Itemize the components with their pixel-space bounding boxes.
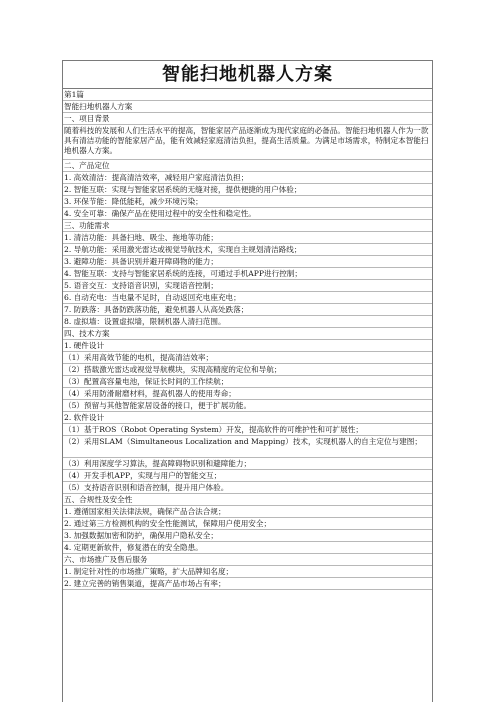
text-line: （1）采用高效节能的电机，提高清洁效率； xyxy=(63,352,432,364)
text-line: 3. 避障功能：具备识别并避开障碍物的能力； xyxy=(63,256,432,268)
text-line: 6. 自动充电：当电量不足时，自动返回充电座充电； xyxy=(63,292,432,304)
text-line: 1. 高效清洁：提高清洁效率，减轻用户家庭清洁负担； xyxy=(63,172,432,184)
text-line: （2）搭载激光雷达或视觉导航模块，实现高精度的定位和导航； xyxy=(63,364,432,376)
text-line: 2. 建立完善的销售渠道，提高产品市场占有率； xyxy=(63,578,432,590)
text-line: 六、市场推广及售后服务 xyxy=(63,554,432,566)
text-line: （4）开发手机APP，实现与用户的智能交互； xyxy=(63,470,432,482)
text-line: 4. 安全可靠：确保产品在使用过程中的安全性和稳定性。 xyxy=(63,208,432,220)
document-frame xyxy=(62,60,433,702)
text-line: 4. 定期更新软件，修复潜在的安全隐患。 xyxy=(63,542,432,554)
text-line: 智能扫地机器人方案 xyxy=(63,101,432,113)
text-line: 1. 清洁功能：具备扫地、吸尘、拖地等功能； xyxy=(63,232,432,244)
text-line: 3. 加强数据加密和防护，确保用户隐私安全； xyxy=(63,530,432,542)
text-line: （5）预留与其他智能家居设备的接口，便于扩展功能。 xyxy=(63,400,432,412)
text-line: 2. 软件设计 xyxy=(63,412,432,424)
text-line: （1）基于ROS（Robot Operating System）开发，提高软件的可维护性和可扩展性； xyxy=(63,424,432,436)
text-line: （5）支持语音识别和语音控制，提升用户体验。 xyxy=(63,482,432,494)
text-line: （4）采用防滑耐磨材料，提高机器人的使用寿命； xyxy=(63,388,432,400)
text-line: 3. 环保节能：降低能耗，减少环境污染； xyxy=(63,196,432,208)
text-line: 4. 智能互联：支持与智能家居系统的连接，可通过手机APP进行控制； xyxy=(63,268,432,280)
text-line: 随着科技的发展和人们生活水平的提高，智能家居产品逐渐成为现代家庭的必备品。智能扫地机器人作为一款具有清洁功能的智能家居产品，能有效减轻家庭清洁负担，提高生活质量。为满足市场需求，特制定本智能扫地机器人方案。 xyxy=(63,125,432,160)
text-line: （2）采用SLAM（Simultaneous Localization and Mapping）技术，实现机器人的自主定位与建图； xyxy=(63,436,432,458)
text-line: 一、项目背景 xyxy=(63,113,432,125)
text-line: （3）利用深度学习算法，提高障碍物识别和避障能力； xyxy=(63,458,432,470)
text-line: 二、产品定位 xyxy=(63,160,432,172)
text-line: （3）配置高容量电池，保证长时间的工作续航； xyxy=(63,376,432,388)
text-line: 三、功能需求 xyxy=(63,220,432,232)
text-line: 2. 导航功能：采用激光雷达或视觉导航技术，实现自主规划清洁路线； xyxy=(63,244,432,256)
text-line: 2. 智能互联：实现与智能家居系统的无缝对接，提供便捷的用户体验； xyxy=(63,184,432,196)
document-title: 智能扫地机器人方案 xyxy=(63,61,432,89)
text-line: 五、合规性及安全性 xyxy=(63,494,432,506)
text-line: 2. 通过第三方检测机构的安全性能测试，保障用户使用安全； xyxy=(63,518,432,530)
text-line: 四、技术方案 xyxy=(63,328,432,340)
text-line: 5. 语音交互：支持语音识别，实现语音控制； xyxy=(63,280,432,292)
text-line: 7. 防跌落：具备防跌落功能，避免机器人从高处跌落； xyxy=(63,304,432,316)
text-line: 1. 硬件设计 xyxy=(63,340,432,352)
text-line: 1. 制定针对性的市场推广策略，扩大品牌知名度； xyxy=(63,566,432,578)
text-line: 8. 虚拟墙：设置虚拟墙，限制机器人清扫范围。 xyxy=(63,316,432,328)
text-line: 第1篇 xyxy=(63,89,432,101)
text-line: 1. 遵循国家相关法律法规，确保产品合法合规； xyxy=(63,506,432,518)
